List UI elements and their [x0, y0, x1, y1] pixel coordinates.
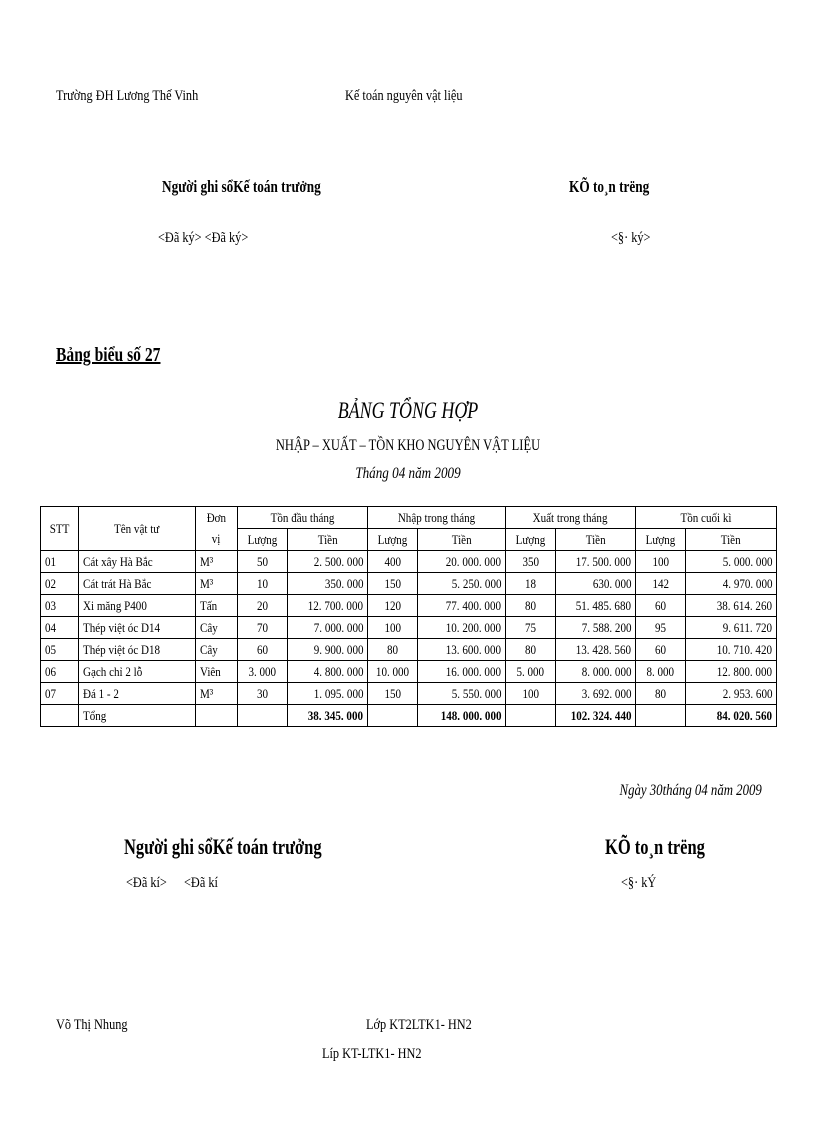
- cell-import-qty: 400: [368, 551, 418, 573]
- header-stt: STT: [41, 507, 79, 551]
- header-unit-bottom: vị: [196, 529, 238, 551]
- cell-stt: 02: [41, 573, 79, 595]
- cell-closing-qty: 142: [636, 573, 686, 595]
- cell-unit: M³: [196, 573, 238, 595]
- cell-opening-qty: 60: [238, 639, 288, 661]
- top-right-signature-title: KÕ to¸n trëng: [569, 177, 650, 196]
- cell-import-amount: 77. 400. 000: [418, 595, 506, 617]
- cell-opening-qty: 30: [238, 683, 288, 705]
- cell-stt: 05: [41, 639, 79, 661]
- bottom-right-signature-title: KÕ to¸n trëng: [605, 834, 705, 859]
- header-exports: Xuất trong tháng: [506, 507, 636, 529]
- cell-closing-amount: 10. 710. 420: [686, 639, 777, 661]
- table-row: [41, 661, 777, 683]
- cell-opening-qty: 10: [238, 573, 288, 595]
- cell-opening-amount: 9. 900. 000: [288, 639, 368, 661]
- cell-material-name: Xi măng P400: [79, 595, 196, 617]
- report-title: BẢNG TỔNG HỢP: [337, 398, 479, 423]
- date-line: Ngày 30tháng 04 năm 2009: [619, 782, 762, 799]
- header-closing-stock: Tồn cuối kì: [636, 507, 777, 529]
- cell-opening-amount: 2. 500. 000: [288, 551, 368, 573]
- cell-total-label: Tổng: [79, 705, 196, 727]
- cell-export-qty: 5. 000: [506, 661, 556, 683]
- header-amount: Tiền: [418, 529, 506, 551]
- cell-closing-amount: 38. 614. 260: [686, 595, 777, 617]
- cell-unit: M³: [196, 683, 238, 705]
- header-quantity: Lượng: [506, 529, 556, 551]
- table-row: [41, 595, 777, 617]
- table-header-row-1: [41, 507, 777, 529]
- cell-import-qty: 150: [368, 683, 418, 705]
- table-row: [41, 617, 777, 639]
- cell-opening-qty: 3. 000: [238, 661, 288, 683]
- cell-closing-qty: 95: [636, 617, 686, 639]
- cell-import-qty: 100: [368, 617, 418, 639]
- table-row: [41, 551, 777, 573]
- inventory-summary-table: [40, 506, 777, 727]
- cell-export-amount: 3. 692. 000: [556, 683, 636, 705]
- bottom-left-signature-status-2: <Đã kí: [184, 875, 218, 891]
- cell-material-name: Cát xây Hà Bắc: [79, 551, 196, 573]
- cell-stt: 06: [41, 661, 79, 683]
- cell-export-amount: 17. 500. 000: [556, 551, 636, 573]
- cell-export-qty: 80: [506, 639, 556, 661]
- table-row: [41, 573, 777, 595]
- cell-import-amount: 5. 250. 000: [418, 573, 506, 595]
- header-imports: Nhập trong tháng: [368, 507, 506, 529]
- cell-export-amount: 8. 000. 000: [556, 661, 636, 683]
- author-name: Võ Thị Nhung: [56, 1017, 128, 1033]
- cell-empty: [636, 705, 686, 727]
- cell-export-qty: 80: [506, 595, 556, 617]
- cell-stt: 01: [41, 551, 79, 573]
- cell-unit: M³: [196, 551, 238, 573]
- header-unit-top: Đơn: [196, 507, 238, 529]
- bottom-left-signature-status-1: <Đã kí>: [126, 875, 167, 891]
- cell-import-amount: 20. 000. 000: [418, 551, 506, 573]
- cell-export-qty: 75: [506, 617, 556, 639]
- header-amount: Tiền: [556, 529, 636, 551]
- cell-opening-qty: 50: [238, 551, 288, 573]
- header-amount: Tiền: [686, 529, 777, 551]
- cell-opening-amount: 350. 000: [288, 573, 368, 595]
- header-opening-stock: Tồn đầu tháng: [238, 507, 368, 529]
- cell-export-qty: 350: [506, 551, 556, 573]
- cell-export-amount: 7. 588. 200: [556, 617, 636, 639]
- cell-export-qty: 100: [506, 683, 556, 705]
- table-row: [41, 639, 777, 661]
- top-right-signature-status: <§· ký>: [611, 230, 651, 246]
- cell-import-qty: 10. 000: [368, 661, 418, 683]
- cell-import-amount: 16. 000. 000: [418, 661, 506, 683]
- cell-total-opening-amount: 38. 345. 000: [288, 705, 368, 727]
- cell-unit: Cây: [196, 639, 238, 661]
- cell-closing-qty: 80: [636, 683, 686, 705]
- table-row: [41, 683, 777, 705]
- cell-import-amount: 13. 600. 000: [418, 639, 506, 661]
- cell-export-amount: 13. 428. 560: [556, 639, 636, 661]
- cell-total-export-amount: 102. 324. 440: [556, 705, 636, 727]
- header-quantity: Lượng: [368, 529, 418, 551]
- cell-material-name: Thép việt óc D18: [79, 639, 196, 661]
- cell-opening-qty: 20: [238, 595, 288, 617]
- cell-import-qty: 150: [368, 573, 418, 595]
- cell-unit: Cây: [196, 617, 238, 639]
- header-quantity: Lượng: [636, 529, 686, 551]
- bottom-right-signature-status: <§· kÝ: [621, 875, 657, 891]
- cell-unit: Tấn: [196, 595, 238, 617]
- cell-stt: 04: [41, 617, 79, 639]
- cell-import-qty: 120: [368, 595, 418, 617]
- cell-closing-qty: 60: [636, 595, 686, 617]
- cell-total-closing-amount: 84. 020. 560: [686, 705, 777, 727]
- cell-opening-amount: 4. 800. 000: [288, 661, 368, 683]
- report-subtitle: NHẬP – XUẤT – TỒN KHO NGUYÊN VẬT LIỆU: [275, 437, 541, 454]
- cell-empty: [41, 705, 79, 727]
- cell-material-name: Cát trát Hà Bắc: [79, 573, 196, 595]
- cell-closing-amount: 4. 970. 000: [686, 573, 777, 595]
- cell-closing-amount: 2. 953. 600: [686, 683, 777, 705]
- cell-material-name: Gạch chỉ 2 lỗ: [79, 661, 196, 683]
- header-material-name: Tên vật tư: [79, 507, 196, 551]
- class-name-2: Líp KT-LTK1- HN2: [322, 1046, 422, 1062]
- table-total-row: [41, 705, 777, 727]
- cell-import-amount: 10. 200. 000: [418, 617, 506, 639]
- bottom-left-signature-title: Người ghi sổKế toán trưởng: [124, 834, 322, 859]
- cell-empty: [368, 705, 418, 727]
- cell-empty: [238, 705, 288, 727]
- class-name-1: Lớp KT2LTK1- HN2: [366, 1017, 472, 1033]
- cell-export-amount: 51. 485. 680: [556, 595, 636, 617]
- cell-closing-qty: 8. 000: [636, 661, 686, 683]
- cell-closing-amount: 12. 800. 000: [686, 661, 777, 683]
- cell-export-qty: 18: [506, 573, 556, 595]
- report-month: Tháng 04 năm 2009: [355, 465, 461, 482]
- header-amount: Tiền: [288, 529, 368, 551]
- school-name: Trường ĐH Lương Thế Vinh: [56, 88, 199, 104]
- cell-closing-qty: 60: [636, 639, 686, 661]
- cell-material-name: Đá 1 - 2: [79, 683, 196, 705]
- cell-opening-qty: 70: [238, 617, 288, 639]
- top-left-signature-title: Người ghi sổKế toán trưởng: [162, 177, 321, 196]
- cell-opening-amount: 7. 000. 000: [288, 617, 368, 639]
- cell-material-name: Thép việt óc D14: [79, 617, 196, 639]
- top-left-signature-status: <Đã ký> <Đã ký>: [158, 230, 249, 246]
- cell-import-qty: 80: [368, 639, 418, 661]
- table-number-label: Bảng biểu số 27: [56, 344, 161, 366]
- subject-name: Kế toán nguyên vật liệu: [345, 88, 463, 104]
- cell-total-import-amount: 148. 000. 000: [418, 705, 506, 727]
- cell-empty: [506, 705, 556, 727]
- cell-closing-amount: 9. 611. 720: [686, 617, 777, 639]
- cell-empty: [196, 705, 238, 727]
- cell-opening-amount: 1. 095. 000: [288, 683, 368, 705]
- header-quantity: Lượng: [238, 529, 288, 551]
- cell-export-amount: 630. 000: [556, 573, 636, 595]
- cell-closing-qty: 100: [636, 551, 686, 573]
- cell-opening-amount: 12. 700. 000: [288, 595, 368, 617]
- cell-closing-amount: 5. 000. 000: [686, 551, 777, 573]
- cell-unit: Viên: [196, 661, 238, 683]
- cell-stt: 07: [41, 683, 79, 705]
- cell-import-amount: 5. 550. 000: [418, 683, 506, 705]
- cell-stt: 03: [41, 595, 79, 617]
